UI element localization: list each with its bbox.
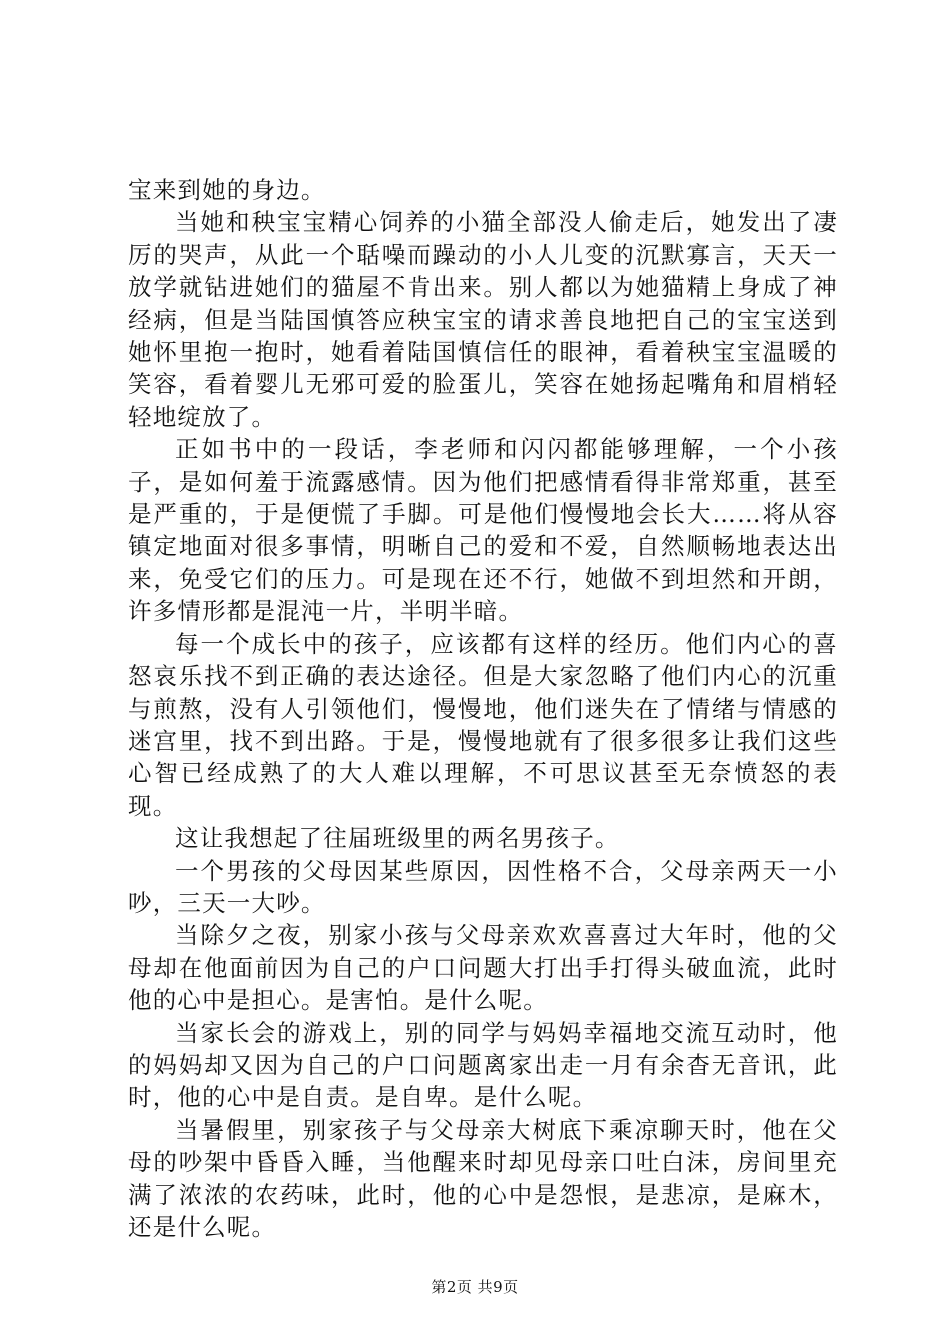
page-number-footer: 第2页 共9页 [431,1278,519,1296]
body-text [128,174,838,1243]
paragraph: 当她和秧宝宝精心饲养的小猫全部没人偷走后，她发出了凄厉的哭声，从此一个聒噪而躁动的小人儿变的沉默寡言，天天一放学就钻进她们的猫屋不肯出来。别人都以为她猫精上身成了神经病，但是当陆国慎答应秧宝宝的请求善良地把自己的宝宝送到她怀里抱一抱时，她看着陆国慎信任的眼神，看着秧宝宝温暖的笑容，看着婴儿无邪可爱的脸蛋儿，笑容在她扬起嘴角和眉梢轻轻地绽放了。 [128,208,838,431]
paragraph: 当家长会的游戏上，别的同学与妈妈幸福地交流互动时，他的妈妈却又因为自己的户口问题离家出走一月有余杳无音讯，此时，他的心中是自责。是自卑。是什么呢。 [128,1018,838,1112]
paragraph: 每一个成长中的孩子，应该都有这样的经历。他们内心的喜怒哀乐找不到正确的表达途径。但是大家忽略了他们内心的沉重与煎熬，没有人引领他们，慢慢地，他们迷失在了情绪与情感的迷宫里，找不到出路。于是，慢慢地就有了很多很多让我们这些心智已经成熟了的大人难以理解，不可思议甚至无奈愤怒的表现。 [128,629,838,820]
paragraph: 一个男孩的父母因某些原因，因性格不合，父母亲两天一小吵，三天一大吵。 [128,856,838,917]
paragraph: 宝来到她的身边。 [128,176,326,204]
paragraph: 当除夕之夜，别家小孩与父母亲欢欢喜喜过大年时，他的父母却在他面前因为自己的户口问题大打出手打得头破血流，此时他的心中是担心。是害怕。是什么呢。 [128,921,838,1015]
paragraph: 这让我想起了往届班级里的两名男孩子。 [175,824,620,853]
paragraph: 正如书中的一段话，李老师和闪闪都能够理解，一个小孩子，是如何羞于流露感情。因为他们把感情看得非常郑重，甚至是严重的，于是便慌了手脚。可是他们慢慢地会长大……将从容镇定地面对很多事情，明晰自己的爱和不爱，自然顺畅地表达出来，免受它们的压力。可是现在还不行，她做不到坦然和开朗，许多情形都是混沌一片，半明半暗。 [128,435,838,626]
paragraph: 当暑假里，别家孩子与父母亲大树底下乘凉聊天时，他在父母的吵架中昏昏入睡，当他醒来时却见母亲口吐白沫，房间里充满了浓浓的农药味，此时，他的心中是怨恨，是悲凉，是麻木，还是什么呢。 [128,1115,838,1241]
